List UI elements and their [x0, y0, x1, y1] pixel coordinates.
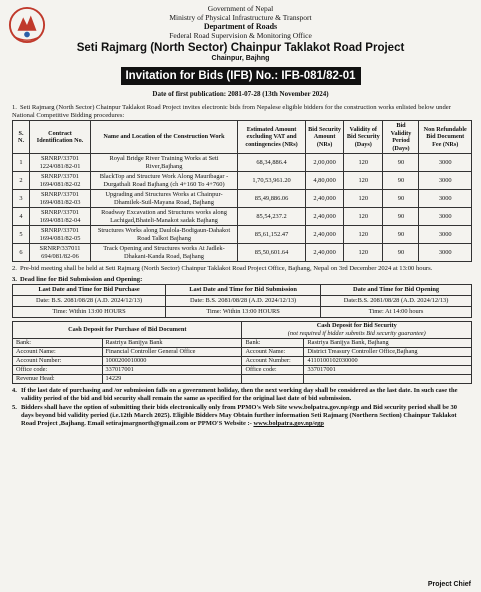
- cell-security-validity: 120: [344, 208, 383, 226]
- paragraph-number: 5.: [12, 404, 17, 411]
- cell-label: Bank:: [13, 339, 103, 348]
- paragraph-text: Seti Rajmarg (North Sector) Chainpur Taklakot Road Project invites electronic bids from Nepalese eligible bidders for the construction works enlisted below under National Competitive Bidding procedures:: [12, 104, 451, 119]
- col-header-estimated-amount: Estimated Amount excluding VAT and contingencies (NRs): [238, 121, 306, 154]
- cell-purchase-time: Time: Within 13:00 HOURS: [13, 307, 166, 318]
- cell-bid-validity: 90: [383, 226, 419, 244]
- publication-date: Date of first publication: 2081-07-28 (13th November 2024): [152, 90, 329, 98]
- cell-estimated-amount: 85,50,601.64: [238, 244, 306, 262]
- cell-purchase-date: Date: B.S. 2081/08/28 (A.D. 2024/12/13): [13, 296, 166, 307]
- table-row: [13, 357, 472, 366]
- cell-document-fee: 3000: [419, 244, 472, 262]
- cell-sn: 3: [13, 190, 30, 208]
- cell-contract-id: SRNRP/33701 1694/081/82-04: [30, 208, 91, 226]
- cell-document-fee: 3000: [419, 226, 472, 244]
- table-row: [13, 348, 472, 357]
- ifb-title-banner: Invitation for Bids (IFB) No.: IFB-081/82-01: [121, 67, 361, 85]
- table-header-row: [13, 322, 472, 339]
- cell-estimated-amount: 68,34,886.4: [238, 154, 306, 172]
- cell-work-name: Roadway Excavation and Structures works along Lachigad,Bhateli-Manakot sadak Bajhang: [91, 208, 238, 226]
- col-header-document-deposit: Cash Deposit for Purchase of Bid Document: [13, 322, 242, 339]
- col-header-bid-security: Bid Security Amount (NRs): [306, 121, 344, 154]
- cell-sn: 6: [13, 244, 30, 262]
- deadline-table: [12, 284, 472, 318]
- cell-work-name: Royal Bridge River Training Works at Seti River,Bajhang: [91, 154, 238, 172]
- col-header-document-fee: Non Refundable Bid Document Fee (NRs): [419, 121, 472, 154]
- cell-sn: 1: [13, 154, 30, 172]
- cell-sn: 2: [13, 172, 30, 190]
- paragraph-number: 4.: [12, 387, 17, 394]
- col-header-bid-validity: Bid Validity Period (Days): [383, 121, 419, 154]
- cell-contract-id: SRNRP/33701 1224/081/82-01: [30, 154, 91, 172]
- table-row: [13, 339, 472, 348]
- col-header-security-deposit: [242, 322, 472, 339]
- letterhead: [0, 0, 481, 40]
- paragraph-4: [12, 387, 471, 403]
- cell-work-name: BlackTop and Structure Work Along Mauribagar -Durgathali Road Bajhang (ch 4+160 To 4+760): [91, 172, 238, 190]
- cell-document-fee: 3000: [419, 154, 472, 172]
- cell-empty: [242, 375, 304, 384]
- col-header-sn: S. N.: [13, 121, 30, 154]
- col-header-contract-id: Contract Identification No.: [30, 121, 91, 154]
- cell-label: Account Number:: [13, 357, 103, 366]
- table-row: [13, 244, 472, 262]
- bid-works-table: [12, 120, 472, 262]
- table-row: [13, 172, 472, 190]
- cell-value: 337017001: [102, 366, 242, 375]
- paragraph-3: [12, 276, 481, 283]
- cell-contract-id: SRNRP/33701 1694/081/82-02: [30, 172, 91, 190]
- cell-value: 4110100102030000: [304, 357, 472, 366]
- cell-security-validity: 120: [344, 154, 383, 172]
- cell-work-name: Upgrading and Structures Works at Chainpur-Dhamilek-Suil-Mayana Road, Bajhang: [91, 190, 238, 208]
- cell-opening-date: Date:B.S. 2081/08/28 (A.D. 2024/12/13): [321, 296, 472, 307]
- cell-work-name: Structures Works along Daulola-Bodigaun-Dahakot Road Talkot Bajhang: [91, 226, 238, 244]
- table-row: [13, 226, 472, 244]
- cell-estimated-amount: 1,70,53,961.20: [238, 172, 306, 190]
- paragraph-number: 3.: [12, 276, 17, 283]
- cash-deposit-table: [12, 321, 472, 384]
- cell-value: Rastriya Banijya Bank: [102, 339, 242, 348]
- cell-value: Financial Controller General Office: [102, 348, 242, 357]
- cell-contract-id: SRNRP/33701 1694/081/82-05: [30, 226, 91, 244]
- cell-value: 14229: [102, 375, 242, 384]
- table-header-row: [13, 285, 472, 296]
- government-line: Government of Nepal: [207, 4, 274, 13]
- paragraph-number: 2.: [12, 265, 17, 272]
- project-title: Seti Rajmarg (North Sector) Chainpur Taklakot Road Project: [76, 42, 405, 54]
- project-location: Chainpur, Bajhng: [211, 55, 270, 62]
- paragraph-2: [12, 265, 471, 273]
- cell-opening-time: Time: At 14:00 hours: [321, 307, 472, 318]
- department-line: Department of Roads: [203, 22, 278, 31]
- cell-bid-security: 2,40,000: [306, 190, 344, 208]
- col-header-security-validity: Validity of Bid Security (Days): [344, 121, 383, 154]
- bolpatra-link[interactable]: www.bolpatra.gov.np/egp: [253, 420, 325, 427]
- cell-submission-time: Time: Within 13:00 HOURS: [166, 307, 321, 318]
- paragraph-number: 1.: [12, 104, 17, 111]
- paragraph-text: Dead line for Bid Submission and Opening:: [20, 276, 143, 283]
- cell-security-validity: 120: [344, 226, 383, 244]
- table-row: [13, 307, 472, 318]
- cell-value: District Treasury Controller Office,Bajhang: [304, 348, 472, 357]
- table-row: [13, 296, 472, 307]
- cell-bid-validity: 90: [383, 208, 419, 226]
- paragraph-text: Bidders shall have the option of submitting their bids electronically only from PPMO's Web Site www.bolpatra.gov.np/egp and Bid security period shall be 30 days beyond bid validity period (i.e.12th March 2025). Eligible Bidders May Obtain further information Seti Rajmarg (Northern Section) Chainpur Taklakot Road Project ,Bajhang. Email setirajmargnorth@gmail.com or PPMO'S Website :-: [21, 404, 457, 427]
- cell-bid-security: 4,80,000: [306, 172, 344, 190]
- col-header-submission: Last Date and Time for Bid Submission: [166, 285, 321, 296]
- cell-bid-security: 2,00,000: [306, 154, 344, 172]
- cell-work-name: Track Opening and Structures works At Jadlek-Dhakani-Kanda Road, Bajhang: [91, 244, 238, 262]
- cell-document-fee: 3000: [419, 190, 472, 208]
- cell-bid-validity: 90: [383, 154, 419, 172]
- cell-bid-security: 2,40,000: [306, 244, 344, 262]
- cell-label: Office code:: [242, 366, 304, 375]
- table-row: [13, 190, 472, 208]
- table-row: [13, 375, 472, 384]
- cell-document-fee: 3000: [419, 208, 472, 226]
- cell-label: Revenue Head:: [13, 375, 103, 384]
- table-row: [13, 366, 472, 375]
- paragraph-text: Pre-bid meeting shall be held at Seti Rajmarg (North Sector) Chainpur Taklakot Road Project Office, Bajhang, Nepal on 3rd December 2024 at 13:00 hours.: [20, 265, 433, 272]
- cell-security-validity: 120: [344, 244, 383, 262]
- cell-label: Office code:: [13, 366, 103, 375]
- cell-empty: [304, 375, 472, 384]
- cell-contract-id: SRNRP/33701 1694/081/82-03: [30, 190, 91, 208]
- cell-label: Account Number:: [242, 357, 304, 366]
- notes-section: [12, 387, 471, 428]
- security-deposit-note: (not required if bidder submits Bid security guarantee): [287, 330, 426, 337]
- table-row: [13, 208, 472, 226]
- cell-submission-date: Date: B.S. 2081/08/28 (A.D. 2024/12/13): [166, 296, 321, 307]
- cell-estimated-amount: 85,49,886.06: [238, 190, 306, 208]
- table-header-row: [13, 121, 472, 154]
- ministry-line: Ministry of Physical Infrastructure & Transport: [169, 13, 312, 22]
- security-deposit-title: Cash Deposit for Bid Security: [316, 322, 397, 329]
- cell-value: 337017001: [304, 366, 472, 375]
- cell-bid-validity: 90: [383, 244, 419, 262]
- cell-bid-security: 2,40,000: [306, 226, 344, 244]
- cell-bid-validity: 90: [383, 190, 419, 208]
- cell-security-validity: 120: [344, 172, 383, 190]
- cell-estimated-amount: 85,54,237.2: [238, 208, 306, 226]
- cell-estimated-amount: 85,61,152.47: [238, 226, 306, 244]
- cell-document-fee: 3000: [419, 172, 472, 190]
- cell-label: Account Name:: [13, 348, 103, 357]
- paragraph-1: [12, 104, 471, 120]
- nepal-emblem-icon: [8, 6, 46, 44]
- col-header-opening: Date and Time for Bid Opening: [321, 285, 472, 296]
- cell-bid-security: 2,40,000: [306, 208, 344, 226]
- office-line: Federal Road Supervision & Monitoring Office: [169, 31, 312, 40]
- cell-security-validity: 120: [344, 190, 383, 208]
- cell-contract-id: SRNRP/337011 694/081/82-06: [30, 244, 91, 262]
- col-header-work-name: Name and Location of the Construction Work: [91, 121, 238, 154]
- paragraph-5: [12, 404, 471, 428]
- signature-title: Project Chief: [427, 581, 471, 588]
- cell-label: Account Name:: [242, 348, 304, 357]
- col-header-purchase: Last Date and Time for Bid Purchase: [13, 285, 166, 296]
- cell-bid-validity: 90: [383, 172, 419, 190]
- table-row: [13, 154, 472, 172]
- cell-value: 1000200010000: [102, 357, 242, 366]
- cell-label: Bank:: [242, 339, 304, 348]
- cell-sn: 4: [13, 208, 30, 226]
- cell-value: Rastriya Banijya Bank, Bajhang: [304, 339, 472, 348]
- cell-sn: 5: [13, 226, 30, 244]
- paragraph-text: If the last date of purchasing and /or submission falls on a government holiday, then the next working day shall be considered as the last date. In such case the validity period of the bid and bid security shall remain the same as specified for the original last date of bid submission.: [21, 387, 458, 402]
